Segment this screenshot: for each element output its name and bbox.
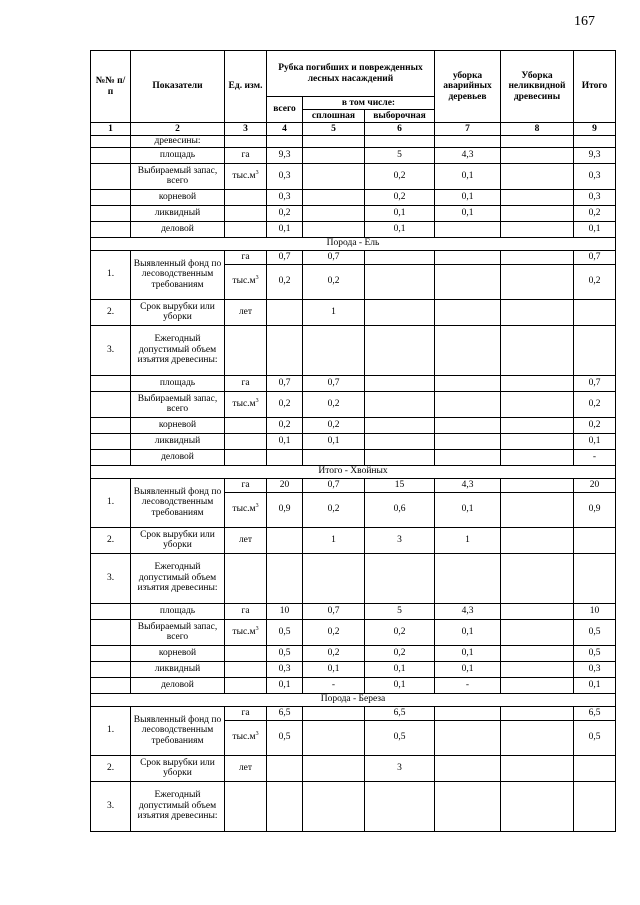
table-row: корневой 0,3 0,2 0,1 0,3: [91, 189, 616, 205]
header-indicators: Показатели: [131, 51, 225, 123]
header-vsego: всего: [267, 97, 303, 123]
table-row: 3. Ежегодный допустимый объем изъятия древесины:: [91, 781, 616, 831]
table-row: площадь га 9,3 5 4,3 9,3: [91, 147, 616, 163]
table-row: 1. Выявленный фонд по лесоводственным требованиям га 0,7 0,7 0,7: [91, 250, 616, 264]
section-header: Порода - Ель: [91, 237, 616, 250]
unit-m3: $тыс.м^3$: [225, 619, 267, 645]
table-row: ликвидный 0,3 0,1 0,1 0,1 0,3: [91, 661, 616, 677]
table-row: 1. Выявленный фонд по лесоводственным требованиям га 6,5 6,5 6,5: [91, 706, 616, 720]
table-row: 3. Ежегодный допустимый объем изъятия древесины:: [91, 553, 616, 603]
table-row: площадь га 0,7 0,7 0,7: [91, 375, 616, 391]
table-row: Выбираемый запас, всего $тыс.м^3$ 0,5 0,2 0,2 0,1 0,5: [91, 619, 616, 645]
col-number: 3: [225, 123, 267, 136]
table-row: $тыс.м^3$ 0,5 0,5 0,5: [91, 720, 616, 755]
table-row: деловой 0,1 - 0,1 - 0,1: [91, 677, 616, 693]
header-subgroup: в том числе:: [303, 97, 435, 110]
table-row: корневой 0,2 0,2 0,2: [91, 417, 616, 433]
col-number: 8: [501, 123, 574, 136]
header-selective: выборочная: [365, 110, 435, 123]
table-row: 2. Срок вырубки или уборки лет 1 3 1: [91, 527, 616, 553]
table-row: 2. Срок вырубки или уборки лет 1: [91, 299, 616, 325]
table-row: ликвидный 0,1 0,1 0,1: [91, 433, 616, 449]
col-number: 6: [365, 123, 435, 136]
header-illiquid: Уборка неликвидной древесины: [501, 51, 574, 123]
header-num: №№ п/п: [91, 51, 131, 123]
section-header: Порода - Береза: [91, 693, 616, 706]
page-number: 167: [574, 14, 595, 29]
table-row: деловой -: [91, 449, 616, 465]
col-number: 1: [91, 123, 131, 136]
table-row: корневой 0,5 0,2 0,2 0,1 0,5: [91, 645, 616, 661]
table-row: площадь га 10 0,7 5 4,3 10: [91, 603, 616, 619]
table-row: 1. Выявленный фонд по лесоводственным требованиям га 20 0,7 15 4,3 20: [91, 478, 616, 492]
header-group: Рубка погибших и поврежденных лесных насаждений: [267, 51, 435, 97]
header-clear-cut: сплошная: [303, 110, 365, 123]
unit-m3: $тыс.м^3$: [225, 391, 267, 417]
table-row: $тыс.м^3$ 0,9 0,2 0,6 0,1 0,9: [91, 492, 616, 527]
table-row: Выбираемый запас, всего $тыс.м^3$ 0,3 0,2 0,1 0,3: [91, 163, 616, 189]
col-number: 5: [303, 123, 365, 136]
header-emergency: уборка аварийных деревьев: [435, 51, 501, 123]
table-row: 3. Ежегодный допустимый объем изъятия древесины:: [91, 325, 616, 375]
unit-m3: $тыс.м^3$: [225, 163, 267, 189]
col-number: 4: [267, 123, 303, 136]
col-number: 7: [435, 123, 501, 136]
unit-m3: $тыс.м^3$: [225, 720, 267, 755]
unit-m3: $тыс.м^3$: [225, 264, 267, 299]
table-row: Выбираемый запас, всего $тыс.м^3$ 0,2 0,2 0,2: [91, 391, 616, 417]
header-total: Итого: [574, 51, 616, 123]
col-number: 2: [131, 123, 225, 136]
table-row: древесины:: [91, 136, 616, 148]
table-row: деловой 0,1 0,1 0,1: [91, 221, 616, 237]
header-unit: Ед. изм.: [225, 51, 267, 123]
logging-table: [90, 50, 616, 832]
unit-m3: $тыс.м^3$: [225, 492, 267, 527]
col-number: 9: [574, 123, 616, 136]
table-row: 2. Срок вырубки или уборки лет 3: [91, 755, 616, 781]
section-header: Итого - Хвойных: [91, 465, 616, 478]
table-row: ликвидный 0,2 0,1 0,1 0,2: [91, 205, 616, 221]
table-row: $тыс.м^3$ 0,2 0,2 0,2: [91, 264, 616, 299]
